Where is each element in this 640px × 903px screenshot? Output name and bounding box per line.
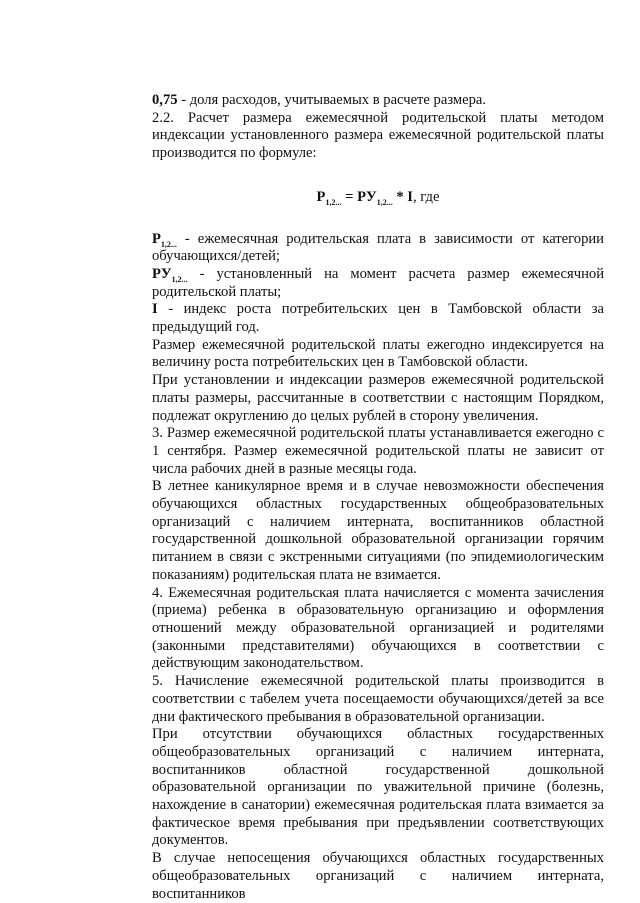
formula-rhs-subscript: 1,2... [376, 197, 393, 207]
definition-i [152, 301, 604, 336]
definition-text: - установленный на момент расчета размер ежемесячной родительской платы; [152, 265, 604, 300]
paragraph-4: 4. Ежемесячная родительская плата начисляется с момента зачисления (приема) ребенка в образовательную организацию и оформления отношений между образовательной организацией и родителями (законными представителями) обучающихся в соответствии с действующим законодательством. [152, 584, 604, 672]
paragraph-5: 5. Начисление ежемесячной родительской платы производится в соответствии с табелем учета посещаемости обучающихся/детей за все дни фактического пребывания в образовательной организации. [152, 673, 604, 725]
formula-equals: = [341, 188, 358, 205]
paragraph-absence: При отсутствии обучающихся областных государственных общеобразовательных организаций с наличием интерната, воспитанников областной государственной дошкольной образовательной организации по уважительной причине (болезнь, нахождение в санатории) ежемесячная родительская плата взимается за фактическое время пребывания при предъявлении соответствующих документов. [152, 726, 604, 849]
definition-p [152, 231, 604, 266]
document-body [152, 92, 604, 903]
paragraph-non-attendance: В случае непосещения обучающихся областных государственных общеобразовательных организаций с наличием интерната, воспитанников [152, 850, 604, 902]
definition-subscript: 1,2... [160, 239, 177, 249]
formula-times: * [392, 188, 408, 205]
definition-symbol: I [152, 301, 158, 318]
formula [152, 189, 604, 207]
definition-ru [152, 266, 604, 301]
paragraph-3: 3. Размер ежемесячной родительской платы устанавливается ежегодно с 1 сентября. Размер ежемесячной родительской платы не зависит от числа рабочих дней в разные месяцы года. [152, 425, 604, 477]
formula-lhs: P [316, 188, 326, 205]
definition-text: - ежемесячная родительская плата в зависимости от категории обучающихся/детей; [152, 230, 604, 265]
paragraph-2-2 [152, 110, 604, 163]
definition-symbol: P [152, 230, 161, 247]
paragraph-rounding: При установлении и индексации размеров ежемесячной родительской платы размеры, рассчитанные в соответствии с настоящим Порядком, подлежат округлению до целых рублей в сторону увеличения. [152, 372, 604, 424]
paragraph-summer: В летнее каникулярное время и в случае невозможности обеспечения обучающихся областных государственных общеобразовательных организаций с наличием интерната, воспитанников областной государственной дошкольной образовательной организации горячим питанием в связи с экстренными ситуациями (по эпидемиологическим показаниям) родительская плата не взимается. [152, 478, 604, 583]
paragraph-text: 2.2. Расчет размера ежемесячной родительской платы методом индексации установленного размера ежемесячной родительской платы производится по формуле: [152, 109, 604, 162]
definition-text: - индекс роста потребительских цен в Тамбовской области за предыдущий год. [152, 301, 604, 336]
formula-tail: , где [412, 188, 440, 205]
coefficient-value: 0,75 [152, 92, 178, 108]
paragraph-text: - доля расходов, учитываемых в расчете размера. [177, 92, 487, 108]
formula-index: I [407, 188, 413, 205]
definition-subscript: 1,2... [171, 274, 188, 284]
formula-lhs-subscript: 1,2... [325, 197, 342, 207]
paragraph-indexation: Размер ежемесячной родительской платы ежегодно индексируется на величину роста потребительских цен в Тамбовской области. [152, 336, 604, 371]
paragraph-share-of-costs [152, 92, 604, 110]
definition-symbol: PУ [152, 265, 172, 282]
formula-rhs: PУ [357, 188, 377, 205]
